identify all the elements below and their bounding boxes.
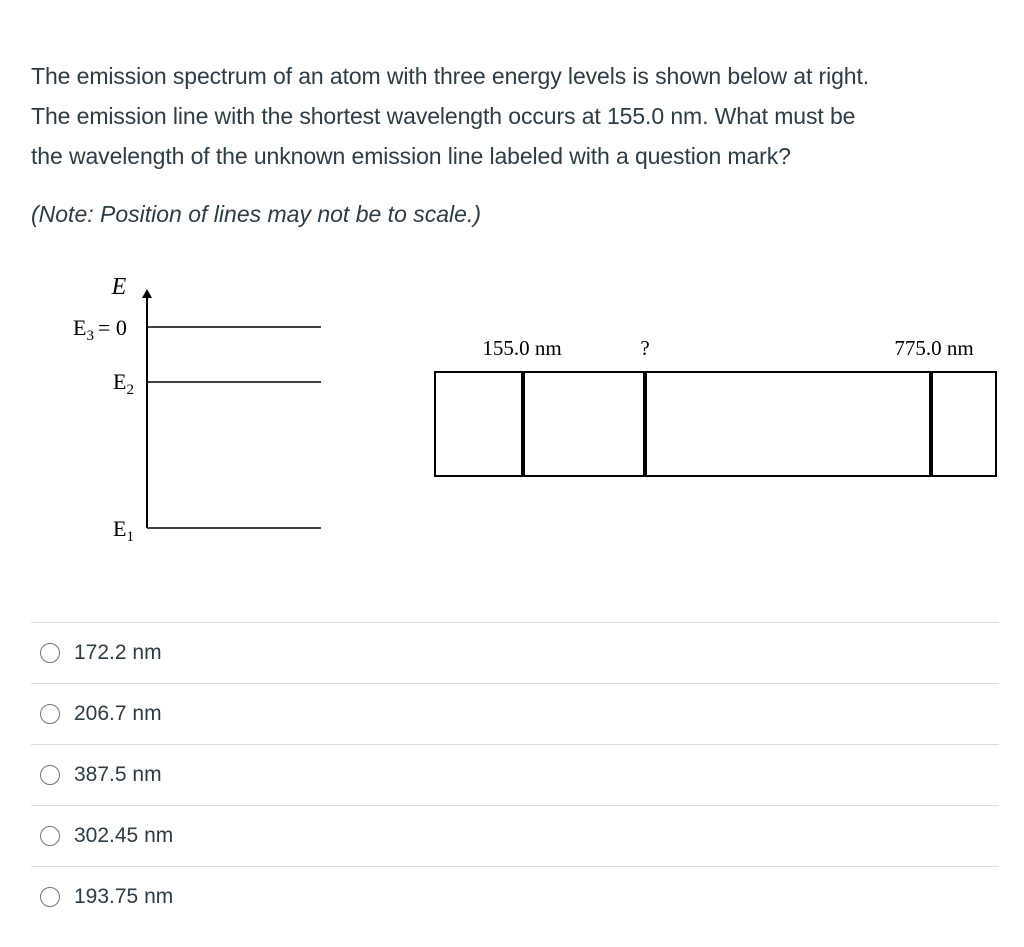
answer-option-1[interactable] — [31, 622, 999, 683]
level-2-label: $E_2$ — [113, 369, 134, 398]
question-line-1: The emission spectrum of an atom with three energy levels is shown below at right. — [31, 63, 870, 89]
energy-axis-arrowhead — [142, 289, 152, 298]
answer-label: 193.75 nm — [74, 885, 174, 908]
emission-spectrum — [435, 336, 996, 476]
answer-option-3[interactable] — [31, 744, 999, 805]
question-note: (Note: Position of lines may not be to scale.) — [31, 201, 481, 227]
answer-option-4[interactable] — [31, 805, 999, 866]
spectrum-line-775-label: 775.0 nm — [894, 336, 974, 360]
answer-option-5[interactable] — [31, 866, 999, 927]
answer-label: 387.5 nm — [74, 763, 162, 786]
spectrum-line-unknown-label: ? — [640, 336, 650, 360]
figure-svg — [0, 260, 1024, 560]
radio-button[interactable] — [40, 643, 60, 663]
answer-label: 302.45 nm — [74, 824, 174, 847]
question-line-2: The emission line with the shortest wavelength occurs at 155.0 nm. What must be — [31, 103, 856, 129]
answer-label: 206.7 nm — [74, 702, 162, 725]
spectrum-box — [435, 372, 996, 476]
level-3-label: $E_3 = 0$ — [73, 315, 127, 344]
spectrum-line-155-label: 155.0 nm — [482, 336, 562, 360]
answer-label: 172.2 nm — [74, 641, 162, 664]
question-line-3: the wavelength of the unknown emission line labeled with a question mark? — [31, 143, 791, 169]
radio-button[interactable] — [40, 704, 60, 724]
radio-button[interactable] — [40, 826, 60, 846]
energy-level-diagram — [73, 274, 321, 545]
question-text — [31, 56, 1001, 176]
answer-list — [31, 622, 999, 927]
level-1-label: $E_1$ — [113, 516, 134, 545]
energy-axis-label: E — [111, 274, 127, 300]
radio-button[interactable] — [40, 765, 60, 785]
figure — [0, 260, 1024, 560]
radio-button[interactable] — [40, 887, 60, 907]
answer-option-2[interactable] — [31, 683, 999, 744]
